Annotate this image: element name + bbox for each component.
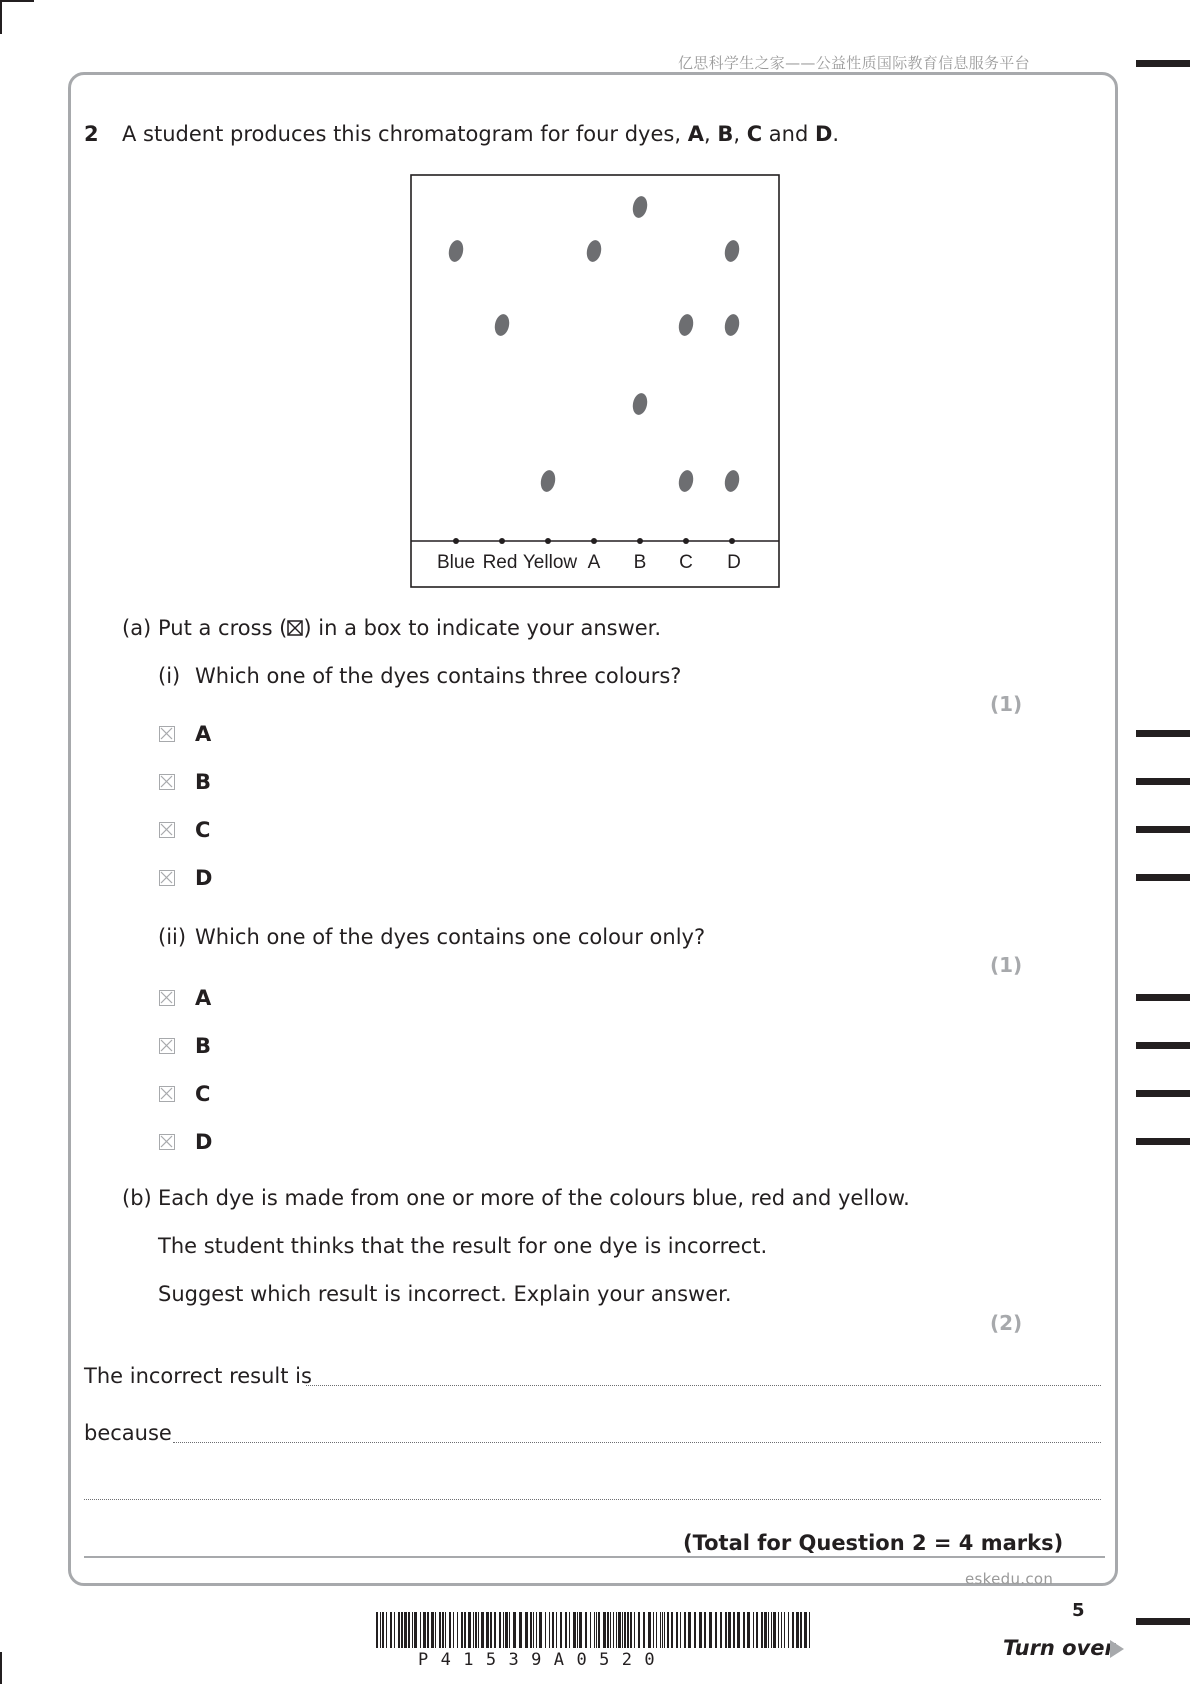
option-label: A xyxy=(195,722,212,746)
barcode-bar xyxy=(781,1612,782,1648)
barcode-bar xyxy=(648,1612,651,1648)
box-cross-icon xyxy=(160,823,173,836)
barcode-bar xyxy=(725,1612,727,1648)
barcode-bar xyxy=(598,1612,600,1648)
barcode-bar xyxy=(778,1612,779,1648)
barcode-bar xyxy=(638,1612,640,1648)
barcode xyxy=(376,1612,812,1654)
box-cross-icon xyxy=(160,1135,173,1148)
barcode-bar xyxy=(552,1612,554,1648)
lane-label: B xyxy=(633,552,647,573)
answer-checkbox[interactable] xyxy=(159,870,175,886)
answer-prompt-incorrect: The incorrect result is xyxy=(84,1364,312,1388)
barcode-bar xyxy=(525,1612,528,1648)
total-marks: (Total for Question 2 = 4 marks) xyxy=(683,1531,1064,1555)
barcode-bar xyxy=(653,1612,654,1648)
barcode-bar xyxy=(449,1612,451,1648)
edge-mark xyxy=(1136,1618,1190,1625)
edge-mark xyxy=(1136,994,1190,1001)
barcode-bar xyxy=(613,1612,614,1648)
barcode-bar xyxy=(468,1612,471,1648)
registration-mark xyxy=(0,0,2,34)
answer-prompt-because: because xyxy=(84,1421,172,1445)
barcode-bar xyxy=(624,1612,626,1648)
barcode-bar xyxy=(761,1612,763,1648)
barcode-bar xyxy=(618,1612,621,1648)
barcode-bar xyxy=(688,1612,691,1648)
barcode-bar xyxy=(536,1612,537,1648)
lane-label: Red xyxy=(482,552,518,573)
origin-dot xyxy=(453,538,459,544)
barcode-bar xyxy=(590,1612,591,1648)
barcode-bar xyxy=(461,1612,463,1648)
barcode-bar xyxy=(684,1612,686,1648)
barcode-bar xyxy=(394,1612,395,1648)
edge-mark xyxy=(1136,730,1190,737)
barcode-bar xyxy=(788,1612,789,1648)
barcode-bar xyxy=(715,1612,717,1648)
question-number: 2 xyxy=(84,122,99,146)
barcode-bar xyxy=(733,1612,735,1648)
barcode-bar xyxy=(398,1612,400,1648)
barcode-text: P41539A0520 xyxy=(418,1650,667,1670)
barcode-bar xyxy=(499,1612,501,1648)
barcode-bar xyxy=(494,1612,496,1648)
edge-mark xyxy=(1136,60,1190,67)
barcode-bar xyxy=(709,1612,712,1648)
chromatogram-border xyxy=(411,175,779,587)
part-b-line1: Each dye is made from one or more of the colours blue, red and yellow. xyxy=(158,1186,910,1210)
barcode-bar xyxy=(464,1612,466,1648)
barcode-bar xyxy=(680,1612,681,1648)
barcode-bar xyxy=(676,1612,678,1648)
option-label: B xyxy=(195,770,212,794)
barcode-bar xyxy=(545,1612,546,1648)
barcode-bar xyxy=(427,1612,429,1648)
barcode-bar xyxy=(423,1612,426,1648)
box-cross-icon xyxy=(160,775,173,788)
barcode-bar xyxy=(386,1612,387,1648)
part-b-line3: Suggest which result is incorrect. Explain your answer. xyxy=(158,1282,732,1306)
box-cross-icon xyxy=(160,1087,173,1100)
answer-line-2[interactable] xyxy=(173,1442,1101,1443)
part-b-line2: The student thinks that the result for one dye is incorrect. xyxy=(158,1234,768,1258)
chromatogram xyxy=(410,174,780,588)
answer-line-1[interactable] xyxy=(306,1385,1101,1386)
part-a-label: (a) xyxy=(122,616,152,640)
origin-dot xyxy=(729,538,735,544)
barcode-bar xyxy=(505,1612,508,1648)
barcode-bar xyxy=(773,1612,776,1648)
barcode-bar xyxy=(809,1612,810,1648)
barcode-bar xyxy=(728,1612,731,1648)
barcode-bar xyxy=(594,1612,595,1648)
answer-checkbox[interactable] xyxy=(159,726,175,742)
barcode-bar xyxy=(513,1612,516,1648)
page-number: 5 xyxy=(1072,1600,1085,1621)
barcode-bar xyxy=(475,1612,477,1648)
barcode-bar xyxy=(771,1612,772,1648)
total-rule xyxy=(84,1556,1105,1558)
footer-watermark: eskedu.con xyxy=(965,1570,1054,1588)
barcode-bar xyxy=(743,1612,745,1648)
barcode-bar xyxy=(412,1612,413,1648)
marks-a-i: (1) xyxy=(990,692,1023,716)
barcode-bar xyxy=(610,1612,611,1648)
barcode-bar xyxy=(579,1612,582,1648)
barcode-bar xyxy=(667,1612,669,1648)
option-label: B xyxy=(195,1034,212,1058)
barcode-bar xyxy=(573,1612,576,1648)
barcode-bar xyxy=(549,1612,550,1648)
barcode-bar xyxy=(420,1612,421,1648)
barcode-bar xyxy=(503,1612,504,1648)
barcode-bar xyxy=(445,1612,446,1648)
barcode-bar xyxy=(627,1612,629,1648)
part-a-i-question: Which one of the dyes contains three colours? xyxy=(195,664,682,688)
answer-checkbox[interactable] xyxy=(159,1038,175,1054)
barcode-bar xyxy=(414,1612,417,1648)
part-a-i-label: (i) xyxy=(158,664,181,688)
barcode-bar xyxy=(792,1612,794,1648)
barcode-bar xyxy=(603,1612,606,1648)
barcode-bar xyxy=(656,1612,657,1648)
turn-over-label: Turn over xyxy=(1003,1636,1115,1660)
box-cross-icon xyxy=(160,1039,173,1052)
barcode-bar xyxy=(481,1612,484,1648)
barcode-bar xyxy=(662,1612,663,1648)
barcode-bar xyxy=(509,1612,510,1648)
barcode-bar xyxy=(747,1612,750,1648)
part-b-label: (b) xyxy=(122,1186,152,1210)
box-cross-icon xyxy=(160,991,173,1004)
box-cross-icon xyxy=(160,871,173,884)
cross-box-icon xyxy=(287,617,303,633)
part-a-ii-question: Which one of the dyes contains one colour only? xyxy=(195,925,706,949)
barcode-bar xyxy=(530,1612,532,1648)
barcode-bar xyxy=(457,1612,458,1648)
barcode-bar xyxy=(390,1612,392,1648)
barcode-bar xyxy=(694,1612,696,1648)
origin-dot xyxy=(545,538,551,544)
option-label: A xyxy=(195,986,212,1010)
barcode-bar xyxy=(453,1612,454,1648)
option-label: D xyxy=(195,866,213,890)
turn-over-arrow-icon xyxy=(1110,1640,1124,1658)
barcode-bar xyxy=(556,1612,557,1648)
barcode-bar xyxy=(634,1612,635,1648)
lane-label: D xyxy=(727,552,741,573)
barcode-bar xyxy=(376,1612,378,1648)
barcode-bar xyxy=(671,1612,673,1648)
barcode-bar xyxy=(800,1612,802,1648)
lane-label: Blue xyxy=(436,552,476,573)
barcode-bar xyxy=(660,1612,661,1648)
barcode-bar xyxy=(408,1612,410,1648)
barcode-bar xyxy=(380,1612,381,1648)
barcode-bar xyxy=(473,1612,474,1648)
barcode-bar xyxy=(439,1612,441,1648)
origin-dot xyxy=(499,538,505,544)
box-cross-icon xyxy=(160,727,173,740)
marks-b: (2) xyxy=(990,1311,1023,1335)
lane-label: Yellow xyxy=(522,552,578,573)
barcode-bar xyxy=(577,1612,578,1648)
edge-mark xyxy=(1136,1042,1190,1049)
question-stem: A student produces this chromatogram for four dyes, A, B, C and D. xyxy=(122,122,840,146)
barcode-bar xyxy=(764,1612,767,1648)
answer-checkbox[interactable] xyxy=(159,822,175,838)
barcode-bar xyxy=(478,1612,479,1648)
barcode-bar xyxy=(699,1612,702,1648)
option-label: C xyxy=(195,1082,211,1106)
part-a-instruction: Put a cross ( ) in a box to indicate your answer. xyxy=(158,616,662,640)
barcode-bar xyxy=(490,1612,492,1648)
barcode-bar xyxy=(616,1612,617,1648)
edge-mark xyxy=(1136,874,1190,881)
barcode-bar xyxy=(784,1612,785,1648)
part-a-ii-label: (ii) xyxy=(158,925,187,949)
barcode-bar xyxy=(643,1612,645,1648)
answer-checkbox[interactable] xyxy=(159,1086,175,1102)
edge-mark xyxy=(1136,778,1190,785)
barcode-bar xyxy=(565,1612,567,1648)
barcode-bar xyxy=(486,1612,489,1648)
barcode-bar xyxy=(756,1612,758,1648)
barcode-bar xyxy=(401,1612,403,1648)
barcode-bar xyxy=(431,1612,434,1648)
edge-mark xyxy=(1136,826,1190,833)
barcode-bar xyxy=(404,1612,407,1648)
origin-dot xyxy=(637,538,643,544)
lane-label: A xyxy=(587,552,601,573)
barcode-bar xyxy=(664,1612,665,1648)
barcode-bar xyxy=(596,1612,597,1648)
barcode-bar xyxy=(569,1612,570,1648)
option-label: C xyxy=(195,818,211,842)
lane-label: C xyxy=(679,552,693,573)
barcode-bar xyxy=(607,1612,609,1648)
barcode-bar xyxy=(382,1612,384,1648)
barcode-bar xyxy=(560,1612,562,1648)
barcode-bar xyxy=(539,1612,542,1648)
barcode-bar xyxy=(753,1612,754,1648)
barcode-bar xyxy=(533,1612,534,1648)
header-watermark: 亿思科学生之家——公益性质国际教育信息服务平台 xyxy=(678,54,1030,72)
edge-mark xyxy=(1136,1090,1190,1097)
answer-checkbox[interactable] xyxy=(159,774,175,790)
barcode-bar xyxy=(442,1612,444,1648)
option-label: D xyxy=(195,1130,213,1154)
registration-mark xyxy=(0,0,34,2)
origin-dot xyxy=(591,538,597,544)
registration-mark xyxy=(0,1652,2,1684)
barcode-bar xyxy=(768,1612,769,1648)
barcode-bar xyxy=(720,1612,722,1648)
answer-checkbox[interactable] xyxy=(159,990,175,1006)
barcode-bar xyxy=(585,1612,587,1648)
barcode-bar xyxy=(630,1612,632,1648)
barcode-bar xyxy=(435,1612,436,1648)
origin-dot xyxy=(683,538,689,544)
marks-a-ii: (1) xyxy=(990,953,1023,977)
barcode-bar xyxy=(796,1612,799,1648)
barcode-bar xyxy=(519,1612,522,1648)
answer-checkbox[interactable] xyxy=(159,1134,175,1150)
barcode-bar xyxy=(737,1612,740,1648)
barcode-bar xyxy=(622,1612,623,1648)
barcode-bar xyxy=(804,1612,807,1648)
barcode-bar xyxy=(704,1612,706,1648)
edge-mark xyxy=(1136,1138,1190,1145)
answer-line-3[interactable] xyxy=(84,1499,1101,1500)
